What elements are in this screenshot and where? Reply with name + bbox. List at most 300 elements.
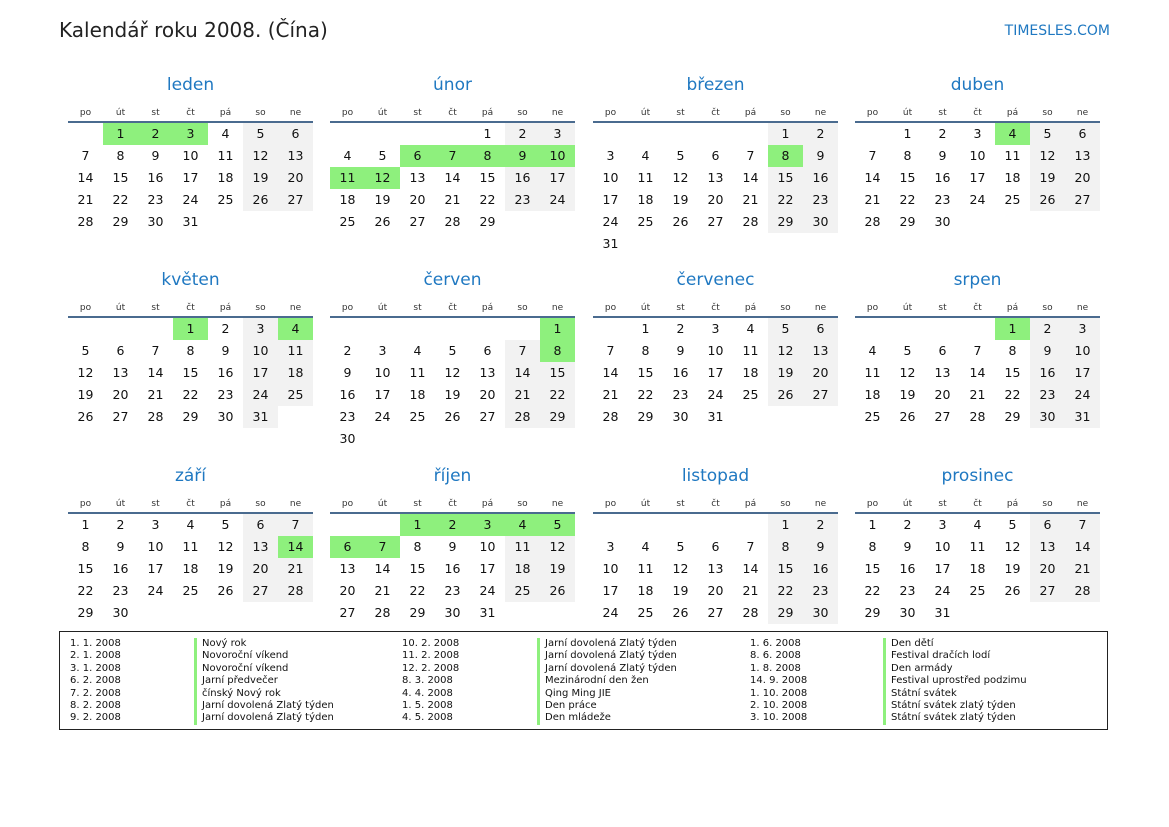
weekday-label: st [938,499,947,509]
day-cell: 29 [182,409,199,424]
day-cell: 26 [672,605,689,620]
month-listopad [593,463,838,624]
day-cell: 22 [77,583,94,598]
day-cell: 12 [899,365,916,380]
day-cell: 23 [1030,384,1065,406]
day-cell: 18 [182,561,199,576]
month-title: září [174,466,207,486]
holiday-name: Státní svátek zlatý týden [891,699,1016,711]
weekday-header [593,98,838,123]
month-title: červen [423,270,482,290]
day-cell: 15 [77,561,94,576]
holiday-day-cell: 2 [138,123,173,145]
day-cell: 23 [672,387,689,402]
holiday-name: Den mládeže [545,712,611,724]
holiday-date: 7. 2. 2008 [70,687,121,699]
day-cell: 6 [243,514,278,536]
weekday-label: út [902,499,913,509]
weekday-label: út [377,499,388,509]
day-cell: 3 [1065,318,1100,340]
month-leden [68,72,313,233]
holiday-name: Jarní dovolená Zlatý týden [202,712,334,724]
day-cell: 15 [182,365,199,380]
day-cell: 21 [77,192,94,207]
day-cell: 2 [505,123,540,145]
day-cell: 18 [217,170,234,185]
weekday-header [330,489,575,514]
weekday-label: so [780,108,791,118]
holiday-date: 1. 8. 2008 [750,662,801,674]
day-cell: 27 [1065,189,1100,211]
day-cell: 16 [672,365,689,380]
day-cell: 11 [505,536,540,558]
day-cell: 7 [278,514,313,536]
day-cell: 20 [243,558,278,580]
day-cell: 2 [676,321,685,336]
day-cell: 22 [768,580,803,602]
day-cell: 21 [602,387,619,402]
weekday-label: út [115,303,126,313]
day-cell: 22 [864,583,881,598]
day-cell: 26 [374,214,391,229]
weekday-label: pá [219,499,232,509]
day-cell: 6 [711,539,720,554]
day-cell: 29 [409,605,426,620]
day-cell: 8 [868,539,877,554]
day-cell: 15 [112,170,129,185]
day-cell: 25 [217,192,234,207]
day-cell: 22 [112,192,129,207]
day-cell: 25 [1004,192,1021,207]
weekday-label: so [1042,499,1053,509]
day-cell: 11 [1004,148,1021,163]
empty-cell [628,514,663,536]
empty-cell [698,123,733,145]
day-cell: 5 [221,517,230,532]
day-cell: 4 [413,343,422,358]
holiday-name: Festival uprostřed podzimu [891,675,1027,687]
empty-cell [505,318,540,340]
weekday-label: st [676,499,685,509]
day-cell: 1 [903,126,912,141]
day-cell: 14 [147,365,164,380]
day-cell: 30 [803,602,838,624]
day-cell: 15 [768,167,803,189]
day-grid [593,514,838,624]
weekday-label: po [604,303,617,313]
day-cell: 23 [339,409,356,424]
day-cell: 3 [711,321,720,336]
day-cell: 20 [339,583,356,598]
day-cell: 6 [803,318,838,340]
weekday-label: čt [448,303,457,313]
day-cell: 22 [182,387,199,402]
day-cell: 26 [217,583,234,598]
day-cell: 5 [243,123,278,145]
day-cell: 30 [444,605,461,620]
day-cell: 19 [1030,167,1065,189]
holiday-date: 9. 2. 2008 [70,712,121,724]
day-cell: 27 [243,580,278,602]
month-title: říjen [433,466,472,486]
holiday-date: 8. 6. 2008 [750,650,801,662]
day-cell: 30 [217,409,234,424]
weekday-label: so [1042,303,1053,313]
day-cell: 5 [378,148,387,163]
day-cell: 5 [676,148,685,163]
month-září [68,463,313,624]
weekday-header [855,489,1100,514]
weekday-label: pá [481,108,494,118]
day-cell: 21 [505,384,540,406]
day-cell: 13 [243,536,278,558]
day-cell: 31 [934,605,951,620]
weekday-label: st [938,303,947,313]
day-cell: 30 [1030,406,1065,428]
day-cell: 24 [182,192,199,207]
day-cell: 16 [217,365,234,380]
weekday-label: čt [973,499,982,509]
weekday-label: út [902,108,913,118]
day-cell: 16 [1030,362,1065,384]
holiday-date: 12. 2. 2008 [402,662,460,674]
day-cell: 19 [217,561,234,576]
weekday-label: ne [814,499,827,509]
empty-cell [960,318,995,340]
day-cell: 12 [1030,145,1065,167]
holiday-date: 2. 1. 2008 [70,650,121,662]
day-cell: 2 [803,514,838,536]
day-cell: 18 [637,192,654,207]
month-říjen [330,463,575,624]
holiday-date: 1. 1. 2008 [70,638,121,649]
day-cell: 25 [339,214,356,229]
day-cell: 13 [934,365,951,380]
day-cell: 15 [637,365,654,380]
day-cell: 3 [973,126,982,141]
day-cell: 29 [540,406,575,428]
day-cell: 6 [116,343,125,358]
holiday-day-cell: 8 [470,145,505,167]
holiday-name: Den práce [545,699,597,711]
day-cell: 5 [1008,517,1017,532]
day-cell: 20 [278,167,313,189]
day-cell: 8 [116,148,125,163]
day-cell: 23 [112,583,129,598]
day-cell: 8 [81,539,90,554]
day-cell: 6 [711,148,720,163]
empty-cell [103,318,138,340]
holiday-day-cell: 4 [505,514,540,536]
day-cell: 13 [339,561,356,576]
month-title: únor [433,75,472,95]
holiday-date: 3. 10. 2008 [750,712,808,724]
day-cell: 28 [278,580,313,602]
day-cell: 26 [243,189,278,211]
day-cell: 23 [147,192,164,207]
weekday-label: čt [711,108,720,118]
empty-cell [365,514,400,536]
day-cell: 15 [1004,365,1021,380]
day-cell: 28 [864,214,881,229]
day-cell: 18 [969,561,986,576]
empty-cell [890,318,925,340]
day-cell: 16 [444,561,461,576]
day-cell: 9 [343,365,352,380]
holiday-day-cell: 2 [435,514,470,536]
day-grid [593,123,838,255]
day-cell: 4 [641,539,650,554]
weekday-label: po [79,303,92,313]
day-cell: 17 [540,167,575,189]
day-cell: 13 [479,365,496,380]
holiday-date-column [750,638,807,725]
day-cell: 12 [672,170,689,185]
day-cell: 30 [339,431,356,446]
day-cell: 26 [1004,583,1021,598]
day-cell: 28 [77,214,94,229]
day-cell: 13 [278,145,313,167]
weekday-label: pá [744,108,757,118]
day-cell: 5 [768,318,803,340]
weekday-label: út [377,303,388,313]
weekday-label: so [255,499,266,509]
day-cell: 25 [182,583,199,598]
day-grid [330,318,575,450]
day-cell: 23 [444,583,461,598]
day-cell: 10 [1065,340,1100,362]
day-cell: 27 [409,214,426,229]
day-cell: 24 [602,605,619,620]
day-cell: 8 [186,343,195,358]
day-cell: 14 [444,170,461,185]
weekday-label: po [604,108,617,118]
holiday-day-cell: 8 [768,145,803,167]
weekday-label: po [79,499,92,509]
day-cell: 6 [483,343,492,358]
day-cell: 13 [112,365,129,380]
day-cell: 4 [186,517,195,532]
month-title: březen [686,75,745,95]
day-cell: 7 [505,340,540,362]
day-cell: 17 [374,387,391,402]
day-cell: 4 [868,343,877,358]
weekday-header [593,293,838,318]
day-cell: 17 [147,561,164,576]
day-cell: 26 [444,409,461,424]
holiday-date: 1. 6. 2008 [750,638,801,649]
day-cell: 24 [479,583,496,598]
day-cell: 25 [278,384,313,406]
month-title: prosinec [941,466,1014,486]
holiday-date: 4. 5. 2008 [402,712,453,724]
day-cell: 12 [672,561,689,576]
day-cell: 25 [742,387,759,402]
month-červenec [593,267,838,428]
holiday-day-cell: 9 [505,145,540,167]
day-cell: 14 [77,170,94,185]
day-cell: 24 [707,387,724,402]
day-cell: 26 [77,409,94,424]
day-cell: 12 [217,539,234,554]
day-cell: 22 [1004,387,1021,402]
day-cell: 1 [868,517,877,532]
empty-cell [593,318,628,340]
weekday-label: ne [814,303,827,313]
day-cell: 14 [1065,536,1100,558]
empty-cell [663,514,698,536]
day-cell: 16 [803,167,838,189]
day-cell: 20 [934,387,951,402]
day-cell: 3 [606,539,615,554]
weekday-label: po [341,303,354,313]
day-cell: 26 [1030,189,1065,211]
weekday-label: ne [289,108,302,118]
day-cell: 11 [864,365,881,380]
weekday-label: ne [1076,303,1089,313]
day-cell: 26 [540,580,575,602]
day-cell: 10 [243,340,278,362]
holiday-day-cell: 4 [995,123,1030,145]
day-cell: 19 [1004,561,1021,576]
day-cell: 4 [221,126,230,141]
brand-link[interactable]: TIMESLES.COM [1004,23,1110,39]
day-cell: 20 [1030,558,1065,580]
day-cell: 2 [938,126,947,141]
holiday-day-cell: 1 [103,123,138,145]
holiday-date: 14. 9. 2008 [750,675,808,687]
empty-cell [365,318,400,340]
day-cell: 27 [707,214,724,229]
day-cell: 24 [1065,384,1100,406]
day-cell: 15 [479,170,496,185]
day-cell: 10 [969,148,986,163]
day-cell: 8 [1008,343,1017,358]
weekday-label: so [517,499,528,509]
day-cell: 14 [602,365,619,380]
weekday-header [330,293,575,318]
holiday-day-cell: 1 [540,318,575,340]
day-cell: 27 [339,605,356,620]
day-cell: 28 [602,409,619,424]
day-cell: 12 [444,365,461,380]
day-cell: 27 [1030,580,1065,602]
holiday-day-cell: 7 [365,536,400,558]
day-cell: 25 [637,605,654,620]
day-cell: 27 [479,409,496,424]
day-cell: 7 [151,343,160,358]
day-cell: 28 [505,406,540,428]
day-cell: 28 [742,605,759,620]
weekday-label: út [902,303,913,313]
day-cell: 20 [707,583,724,598]
day-cell: 30 [147,214,164,229]
weekday-label: so [1042,108,1053,118]
day-cell: 9 [221,343,230,358]
day-cell: 16 [934,170,951,185]
empty-cell [68,123,103,145]
day-cell: 25 [637,214,654,229]
day-cell: 20 [707,192,724,207]
month-červen [330,267,575,450]
month-title: srpen [953,270,1002,290]
holiday-date: 10. 2. 2008 [402,638,460,649]
empty-cell [330,514,365,536]
day-cell: 28 [444,214,461,229]
weekday-label: čt [186,108,195,118]
day-cell: 28 [147,409,164,424]
day-cell: 10 [182,148,199,163]
weekday-label: čt [186,303,195,313]
day-cell: 8 [413,539,422,554]
empty-cell [435,318,470,340]
empty-cell [400,123,435,145]
day-cell: 31 [707,409,724,424]
weekday-label: út [115,108,126,118]
day-cell: 12 [243,145,278,167]
holiday-name: Mezinárodní den žen [545,675,649,687]
day-cell: 13 [707,170,724,185]
holiday-name: Novoroční víkend [202,650,289,662]
day-cell: 7 [746,148,755,163]
holiday-name: Festival dračích lodí [891,650,991,662]
weekday-label: ne [1076,108,1089,118]
day-cell: 17 [243,362,278,384]
day-cell: 18 [278,362,313,384]
day-cell: 9 [1030,340,1065,362]
day-cell: 15 [864,561,881,576]
day-cell: 15 [768,558,803,580]
empty-cell [663,123,698,145]
day-cell: 6 [1065,123,1100,145]
holiday-date-column [70,638,121,725]
day-cell: 7 [606,343,615,358]
day-cell: 12 [77,365,94,380]
holiday-date: 8. 3. 2008 [402,675,453,687]
day-cell: 17 [602,583,619,598]
holiday-name: Jarní dovolená Zlatý týden [545,650,677,662]
day-cell: 3 [606,148,615,163]
day-cell: 3 [540,123,575,145]
day-cell: 15 [899,170,916,185]
day-cell: 2 [343,343,352,358]
holiday-name-column [537,638,677,725]
weekday-label: pá [1006,499,1019,509]
day-cell: 22 [637,387,654,402]
empty-cell [593,514,628,536]
day-grid [68,514,313,624]
holiday-name: Nový rok [202,638,247,649]
day-cell: 27 [707,605,724,620]
day-cell: 24 [243,384,278,406]
day-cell: 14 [969,365,986,380]
holiday-day-cell: 6 [400,145,435,167]
day-cell: 25 [969,583,986,598]
holiday-date: 11. 2. 2008 [402,650,460,662]
holiday-name: Jarní dovolená Zlatý týden [545,638,677,649]
day-cell: 11 [637,561,654,576]
holiday-day-cell: 7 [435,145,470,167]
empty-cell [330,123,365,145]
day-cell: 6 [278,123,313,145]
day-cell: 21 [278,558,313,580]
holiday-day-cell: 1 [995,318,1030,340]
day-cell: 19 [768,362,803,384]
day-cell: 21 [1065,558,1100,580]
weekday-label: st [676,108,685,118]
day-cell: 24 [969,192,986,207]
empty-cell [330,318,365,340]
